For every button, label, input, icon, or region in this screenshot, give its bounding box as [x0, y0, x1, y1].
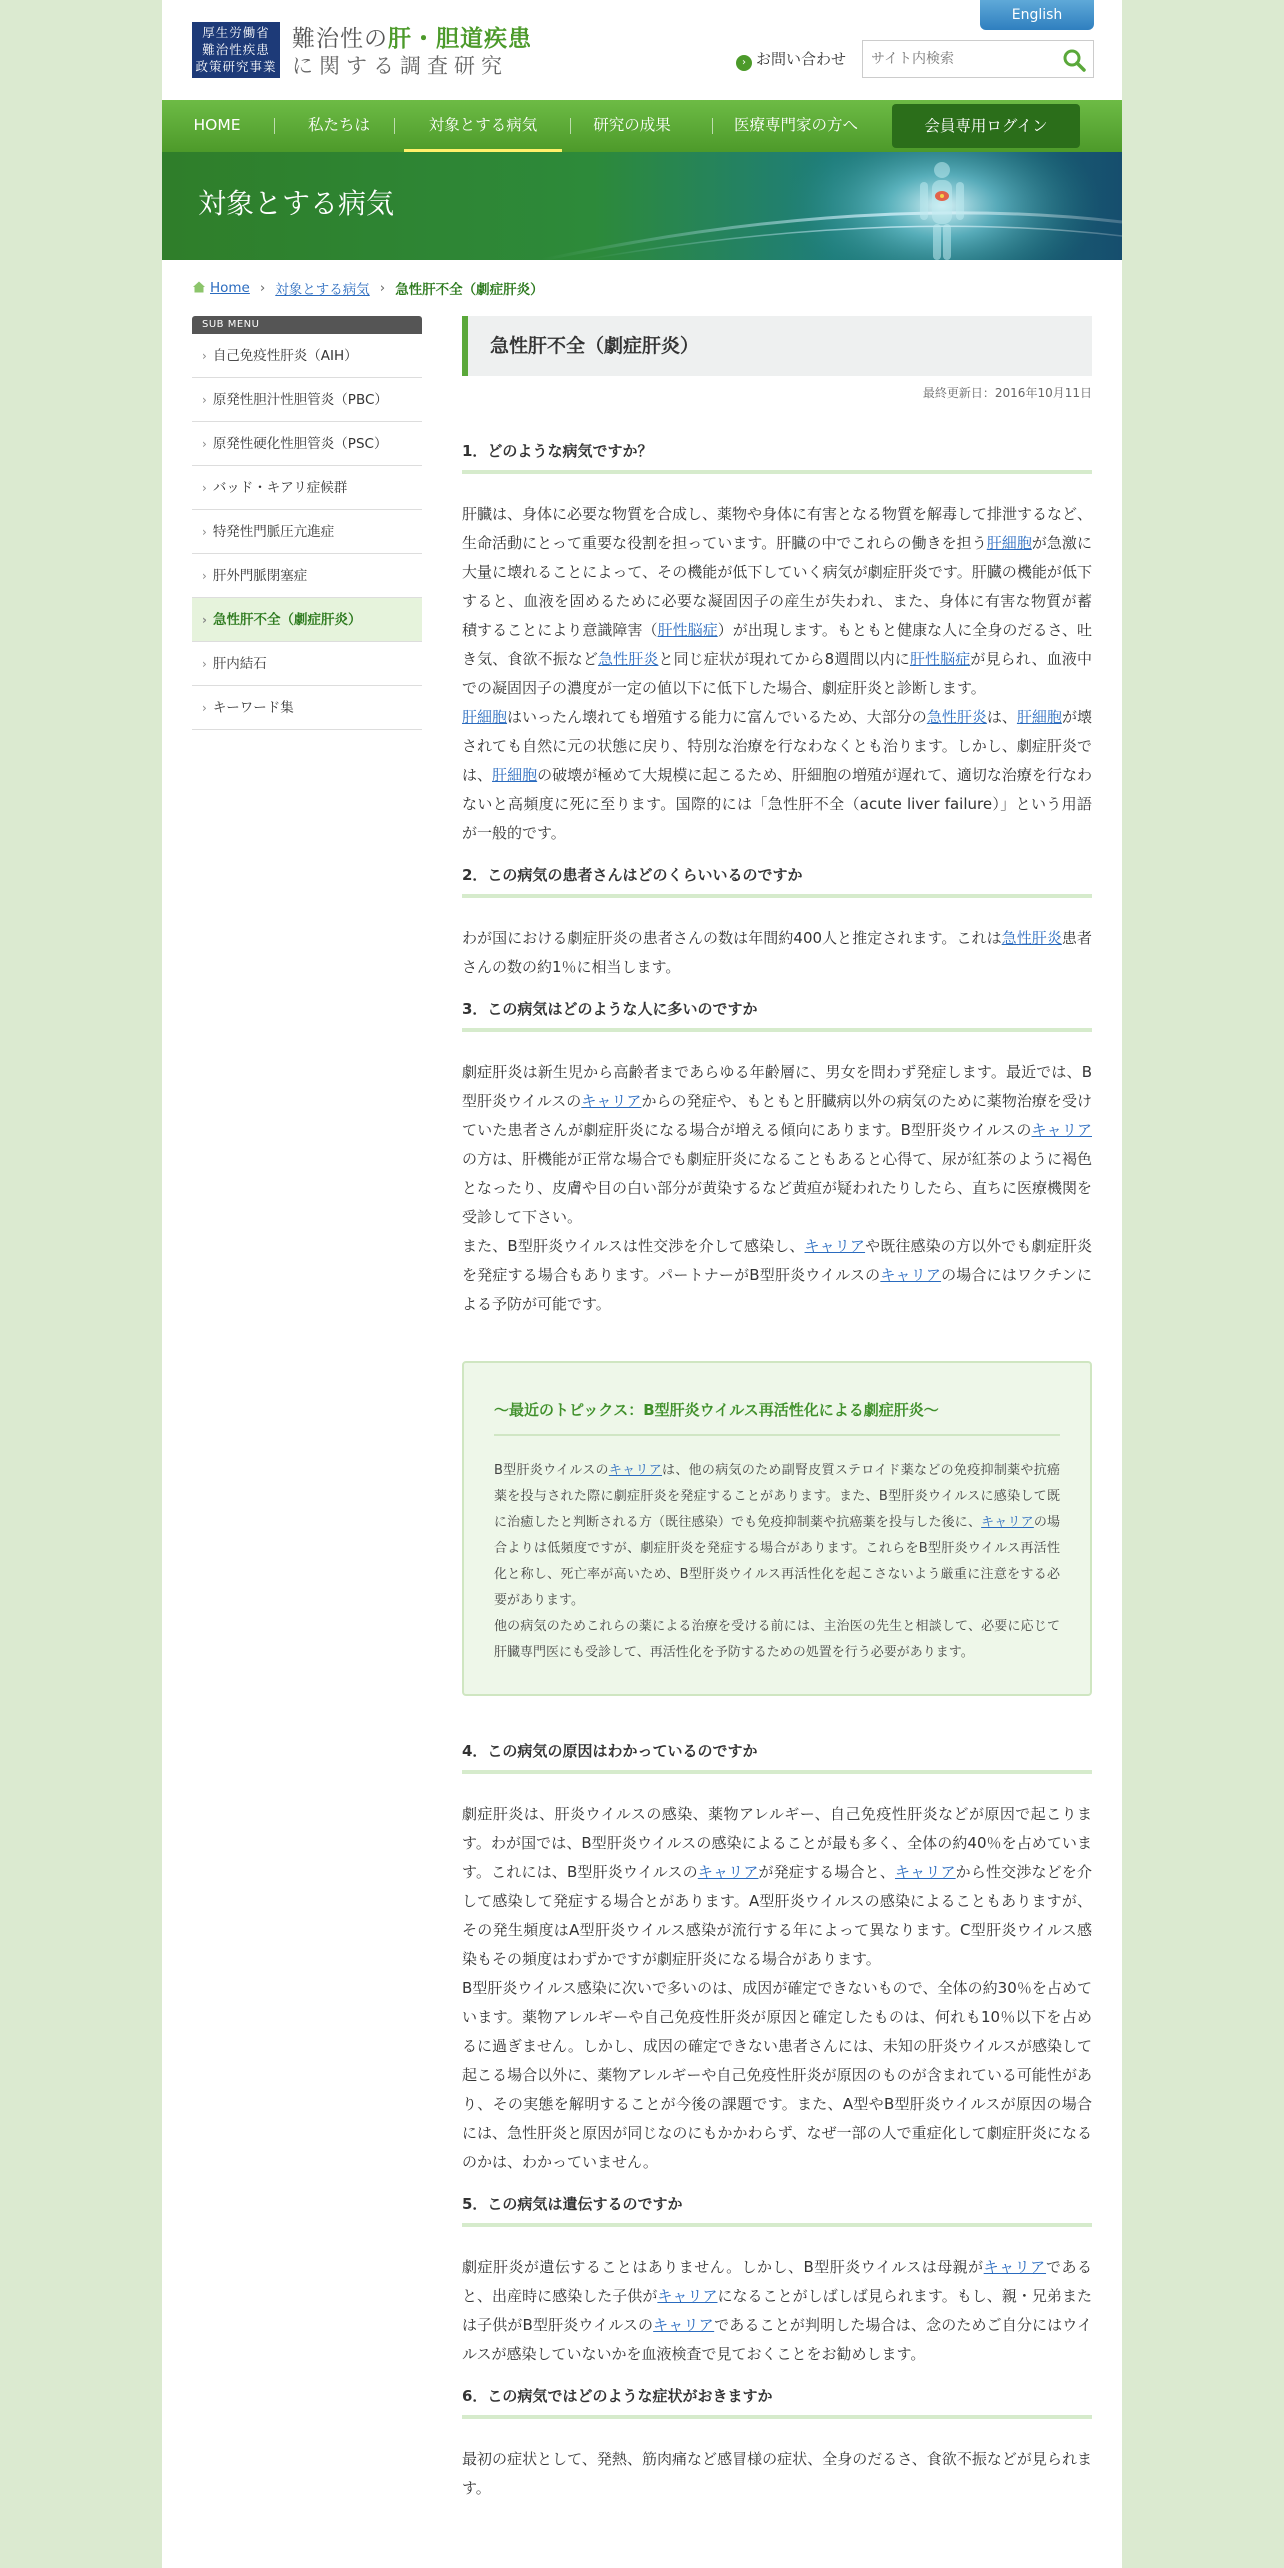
- last-updated: 最終更新日：2016年10月11日: [922, 386, 1092, 400]
- glossary-link[interactable]: 急性肝炎: [926, 708, 987, 726]
- sidebar-item-hepatolithiasis[interactable]: [192, 642, 422, 686]
- sidebar-item-aih[interactable]: [192, 334, 422, 378]
- search-icon[interactable]: [1061, 47, 1087, 73]
- chevron-right-icon: ›: [202, 657, 207, 671]
- nav-divider: [274, 118, 275, 134]
- member-login-button[interactable]: 会員専用ログイン: [892, 104, 1080, 148]
- glossary-link[interactable]: キャリア: [983, 2258, 1047, 2276]
- nav-results[interactable]: 研究の成果: [593, 116, 671, 134]
- section-heading: 4．この病気の原因はわかっているのですか: [462, 1740, 1092, 1774]
- section-heading: 6．この病気ではどのような症状がおきますか: [462, 2385, 1092, 2419]
- glossary-link[interactable]: キャリア: [653, 2316, 715, 2334]
- nav-professionals[interactable]: 医療専門家の方へ: [733, 116, 858, 134]
- topics-paragraph: 他の病気のためこれらの薬による治療を受ける前には、主治医の先生と相談して、必要に応じて肝臓専門医にも受診して、再活性化を予防するための処置を行う必要があります。: [494, 1619, 1060, 1660]
- glossary-link[interactable]: キャリア: [981, 1515, 1034, 1530]
- sidebar-item-extrahepatic-portal-obstruction[interactable]: [192, 554, 422, 598]
- logo-seal-text: 厚生労働省 難治性疾患 政策研究事業: [195, 25, 277, 74]
- submenu-heading: SUB MENU: [192, 316, 422, 334]
- section-heading: 2．この病気の患者さんはどのくらいいるのですか: [462, 864, 1092, 898]
- section-heading: 5．この病気は遺伝するのですか: [462, 2193, 1092, 2227]
- contact-label: お問い合わせ: [756, 50, 847, 68]
- site-title[interactable]: [292, 20, 532, 53]
- sidebar-item-label: バッド・キアリ症候群: [212, 480, 348, 496]
- breadcrumb-current: 急性肝不全（劇症肝炎）: [395, 282, 544, 298]
- page-banner: [162, 152, 1122, 260]
- section-paragraph: 最初の症状として、発熱、筋肉痛など感冒様の症状、全身のだるさ、食欲不振などが見られます。: [462, 2450, 1092, 2497]
- section-heading: 1．どのような病気ですか？: [462, 440, 1092, 474]
- section-paragraph: 劇症肝炎が遺伝することはありません。しかし、B型肝炎ウイルスは母親がキャリアであると、出産時に感染した子供がキャリアになることがしばしば見られます。もし、親・兄弟または子供がB型肝炎ウイルスのキャリアであることが判明した場合は、念のためご自分にはウイルスが感染していないかを血液検査で見ておくことをお勧めします。: [462, 2258, 1092, 2363]
- chevron-right-icon: ›: [202, 481, 207, 495]
- section-paragraph: 劇症肝炎は新生児から高齢者まであらゆる年齢層に、男女を問わず発症します。最近では、B型肝炎ウイルスのキャリアからの発症や、もともと肝臓病以外の病気のために薬物治療を受けていた患者さんが劇症肝炎になる場合が増える傾向にあります。B型肝炎ウイルスのキャリアの方は、肝機能が正常な場合でも劇症肝炎になることもあると心得て、尿が紅茶のように褐色となったり、皮膚や目の白い部分が黄染するなど黄疸が疑われたりしたら、直ちに医療機関を受診して下さい。: [462, 1063, 1093, 1226]
- glossary-link[interactable]: 肝性脳症: [657, 621, 718, 639]
- section-heading: 3．この病気はどのような人に多いのですか: [462, 998, 1092, 1032]
- chevron-right-icon: ›: [202, 437, 207, 451]
- sidebar-item-acute-liver-failure[interactable]: [192, 598, 422, 642]
- sidebar-item-label: キーワード集: [212, 700, 294, 716]
- english-button[interactable]: English: [980, 0, 1094, 30]
- sidebar-item-label: 原発性硬化性胆管炎（PSC）: [212, 436, 388, 452]
- glossary-link[interactable]: キャリア: [608, 1463, 663, 1478]
- glossary-link[interactable]: キャリア: [804, 1237, 866, 1255]
- sidebar-item-label: 肝内結石: [212, 656, 267, 672]
- sidebar-item-psc[interactable]: [192, 422, 422, 466]
- logo-seal[interactable]: [192, 22, 280, 78]
- page: [162, 0, 1122, 2568]
- glossary-link[interactable]: キャリア: [657, 2287, 718, 2305]
- section-paragraph: わが国における劇症肝炎の患者さんの数は年間約400人と推定されます。これは急性肝炎患者さんの数の約1％に相当します。: [462, 929, 1092, 976]
- search-input[interactable]: [871, 47, 1051, 71]
- glossary-link[interactable]: キャリア: [1031, 1121, 1092, 1139]
- chevron-right-icon: ›: [202, 701, 207, 715]
- chevron-right-icon: ›: [202, 525, 207, 539]
- chevron-right-icon: ›: [202, 393, 207, 407]
- site-subtitle: に関する調査研究: [292, 54, 508, 78]
- chevron-right-icon: ›: [379, 280, 386, 296]
- glossary-link[interactable]: キャリア: [880, 1266, 942, 1284]
- breadcrumb-home[interactable]: Home: [210, 280, 250, 296]
- nav-divider: [394, 118, 395, 134]
- contact-link[interactable]: [736, 48, 846, 71]
- chevron-right-icon: ›: [202, 349, 207, 363]
- glossary-link[interactable]: 肝細胞: [492, 766, 538, 784]
- main-content: [462, 316, 1092, 2503]
- section-paragraph: また、B型肝炎ウイルスは性交渉を介して感染し、キャリアや既往感染の方以外でも劇症肝炎を発症する場合もあります。パートナーがB型肝炎ウイルスのキャリアの場合にはワクチンによる予防が可能です。: [462, 1237, 1092, 1313]
- glossary-link[interactable]: 急性肝炎: [1001, 929, 1062, 947]
- chevron-right-icon: ›: [202, 613, 207, 627]
- section-paragraph: 肝細胞はいったん壊れても増殖する能力に富んでいるため、大部分の急性肝炎は、肝細胞が壊されても自然に元の状態に戻り、特別な治療を行なわなくとも治ります。しかし、劇症肝炎では、肝細胞の破壊が極めて大規模に起こるため、肝細胞の増殖が遅れて、適切な治療を行なわないと高頻度に死に至ります。国際的には「急性肝不全（acute liver failure）」という用語が一般的です。: [462, 708, 1092, 842]
- nav-divider: [712, 118, 713, 134]
- nav-diseases[interactable]: 対象とする病気: [404, 100, 562, 152]
- sidebar-item-label: 自己免疫性肝炎（AIH）: [212, 348, 358, 364]
- banner-title: 対象とする病気: [198, 187, 395, 220]
- section-paragraph: 肝臓は、身体に必要な物質を合成し、薬物や身体に有害となる物質を解毒して排泄するなど、生命活動にとって重要な役割を担っています。肝臓の中でこれらの働きを担う肝細胞が急激に大量に壊れることによって、その機能が低下していく病気が劇症肝炎です。肝臓の機能が低下すると、血液を固めるために必要な凝固因子の産生が失われ、また、身体に有害な物質が蓄積することにより意識障害（肝性脳症）が出現します。もともと健康な人に全身のだるさ、吐き気、食欲不振など急性肝炎と同じ症状が現れてから8週間以内に肝性脳症が見られ、血液中での凝固因子の濃度が一定の値以下に低下した場合、劇症肝炎と診断します。: [462, 505, 1093, 697]
- chevron-right-icon: ›: [259, 280, 266, 296]
- glossary-link[interactable]: 急性肝炎: [598, 650, 659, 668]
- nav-divider: [570, 118, 571, 134]
- sidebar-item-idiopathic-portal-hypertension[interactable]: [192, 510, 422, 554]
- site-title-prefix: 難治性の: [292, 26, 388, 52]
- nav-home[interactable]: HOME: [193, 116, 241, 134]
- sidebar-item-label: 原発性胆汁性胆管炎（PBC）: [212, 392, 388, 408]
- search-box: [862, 40, 1094, 78]
- glossary-link[interactable]: 肝細胞: [462, 708, 508, 726]
- breadcrumb: [192, 278, 544, 298]
- sidebar-item-budd-chiari[interactable]: [192, 466, 422, 510]
- sidebar-item-label: 肝外門脈閉塞症: [212, 568, 308, 584]
- topics-title: ～最近のトピックス：B型肝炎ウイルス再活性化による劇症肝炎～: [494, 1399, 1060, 1436]
- sidebar: [192, 316, 422, 730]
- topics-paragraph: B型肝炎ウイルスのキャリアは、他の病気のため副腎皮質ステロイド薬などの免疫抑制薬や抗癌薬を投与された際に劇症肝炎を発症することがあります。また、B型肝炎ウイルスに感染して既に治癒したと判断される方（既往感染）でも免疫抑制薬や抗癌薬を投与した後に、キャリアの場合よりは低頻度ですが、劇症肝炎を発症する場合があります。これらをB型肝炎ウイルス再活性化と称し、死亡率が高いため、B型肝炎ウイルス再活性化を起こさないよう厳重に注意をする必要があります。: [494, 1463, 1061, 1608]
- sidebar-item-pbc[interactable]: [192, 378, 422, 422]
- glossary-link[interactable]: 肝性脳症: [909, 650, 971, 668]
- sidebar-item-keywords[interactable]: [192, 686, 422, 730]
- glossary-link[interactable]: キャリア: [894, 1863, 956, 1881]
- main-nav: [162, 100, 1122, 152]
- site-header: [162, 0, 1122, 100]
- glossary-link[interactable]: キャリア: [697, 1863, 759, 1881]
- section-paragraph: B型肝炎ウイルス感染に次いで多いのは、成因が確定できないもので、全体の約30％を占めています。薬物アレルギーや自己免疫性肝炎が原因と確定したものは、何れも10％以下を占めるに過ぎません。しかし、成因の確定できない患者さんには、未知の肝炎ウイルスが感染して起こる場合以外に、薬物アレルギーや自己免疫性肝炎が原因のものが含まれている可能性があり、その実態を解明することが今後の課題です。また、A型やB型肝炎ウイルスが原因の場合には、急性肝炎と原因が同じなのにもかかわらず、なぜ一部の人で重症化して劇症肝炎になるのかは、わかっていません。: [462, 1979, 1093, 2171]
- chevron-right-icon: ›: [736, 55, 752, 71]
- page-title: 急性肝不全（劇症肝炎）: [462, 316, 1092, 376]
- sidebar-item-label: 急性肝不全（劇症肝炎）: [212, 612, 362, 628]
- glossary-link[interactable]: 肝細胞: [1016, 708, 1062, 726]
- glossary-link[interactable]: 肝細胞: [986, 534, 1032, 552]
- breadcrumb-parent[interactable]: 対象とする病気: [275, 282, 370, 298]
- nav-about[interactable]: 私たちは: [307, 116, 370, 134]
- home-icon: [192, 280, 206, 294]
- sidebar-item-label: 特発性門脈圧亢進症: [212, 524, 335, 540]
- chevron-right-icon: ›: [202, 569, 207, 583]
- site-title-highlight: 肝・胆道疾患: [388, 26, 532, 52]
- topics-box: [462, 1361, 1092, 1696]
- glossary-link[interactable]: キャリア: [581, 1092, 642, 1110]
- section-paragraph: 劇症肝炎は、肝炎ウイルスの感染、薬物アレルギー、自己免疫性肝炎などが原因で起こります。わが国では、B型肝炎ウイルスの感染によることが最も多く、全体の約40％を占めています。これには、B型肝炎ウイルスのキャリアが発症する場合と、キャリアから性交渉などを介して感染して発症する場合とがあります。A型肝炎ウイルスの感染によることもありますが、その発生頻度はA型肝炎ウイルス感染が流行する年によって異なります。C型肝炎ウイルス感染もその頻度はわずかですが劇症肝炎になる場合があります。: [462, 1805, 1092, 1968]
